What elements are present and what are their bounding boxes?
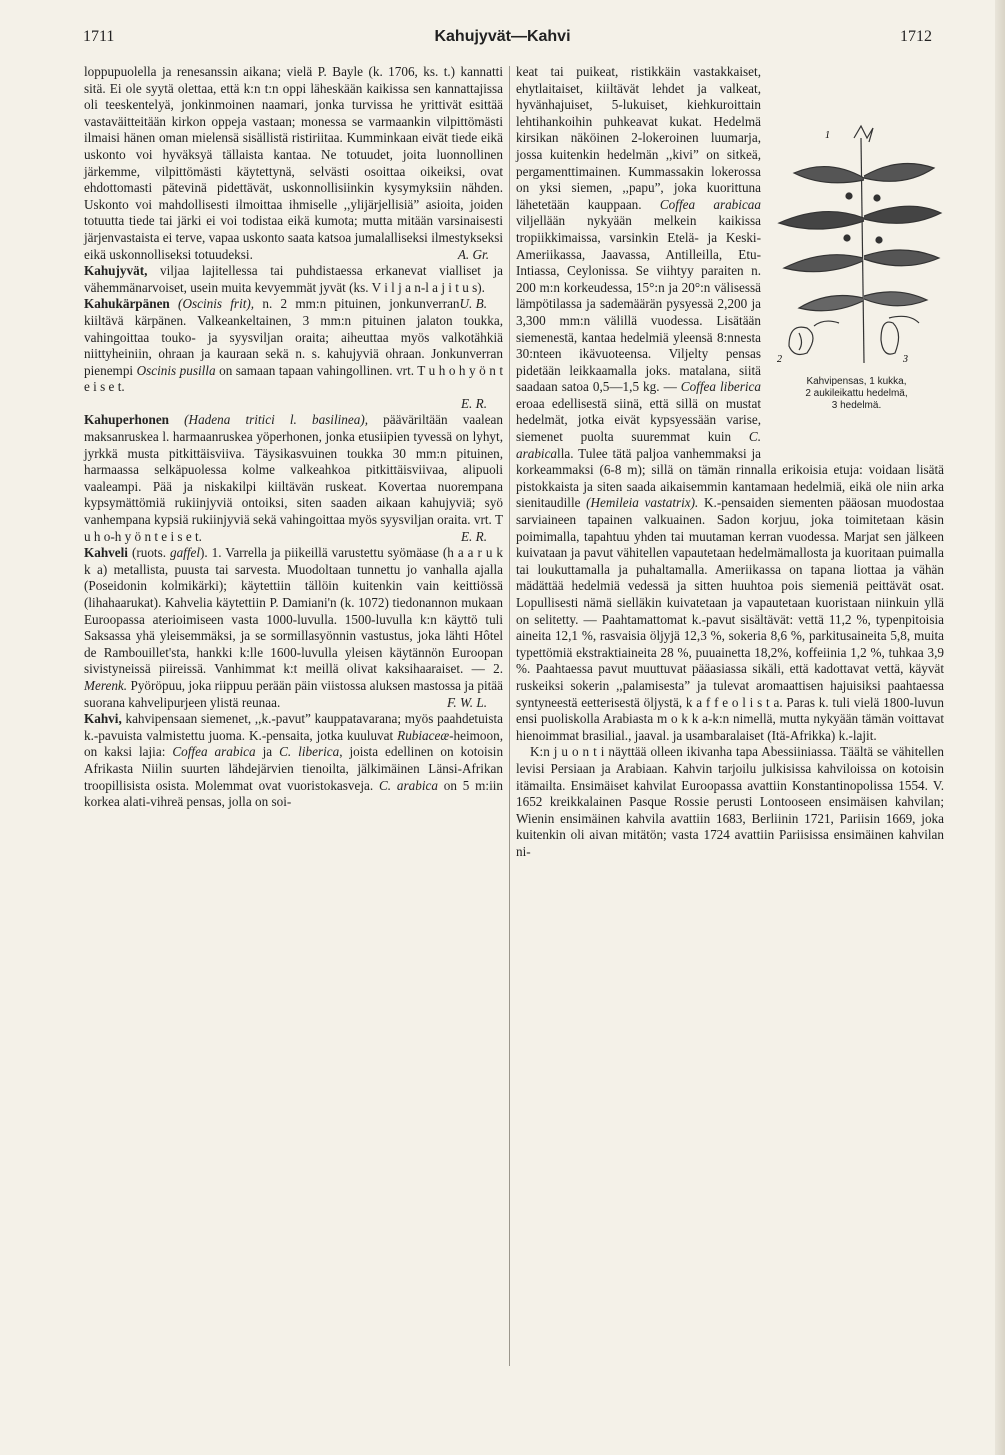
author-signature: F. W. L.	[447, 694, 487, 710]
entry-kahveli	[84, 545, 503, 711]
paragraph-text: K.-pensaiden siementen pääosan muodostaa sarviaineen tapainen valkuainen. Sadon korjuu, joka toimitetaan käsin poimimalla, tapahtuu yhden tai muutaman kerran vuodessa. Marjat sen jälkeen kuivataan ja pavut vähitellen vapautetaan hedelmämallosta ja kuoritaan puimalla tai loukuttamalla ja puhaltamalla. Ameriikassa on tapana liottaa ja vähän mädättää hedelmiä vedessä ja sitten huuhtoa pois siemeniä peittävät osat. Lopullisesti nämä sielläkin kuivatetaan ja vapautetaan kuoristaan niinkuin yllä on selitetty. — Paahtamattomat k.-pavut sisältävät: vettä 11,2 %, typenpitoisia aineita 12,1 %, rasvaisia öljyjä 12,3 %, sokeria 8,6 %, parkitusaineita 5,8, muita typettömiä ekstraktiaineita 28 %, puuainetta 18,2%, koffeiinia 1,2 %, tuhkaa 3,9 %. Paahtaessa pavut muuttuvat pääasiassa sikäli, että kadottavat vettä, käyvät ruskeiksi sokerin ,,palamisesta” ja tulevat aromaattisen hajuisiksi paahtaessa syntyneestä eetterisestä öljystä, k a f f e o l i s t a. Paras k. tuli vielä 1800-luvun ensi puoliskolla Arabiasta m o k k a-k:n nimellä, mutta nykyään tämän voittavat hienoimmat brasilial., jaaval. ja usambaralaiset (Itä-Afrikka) k.-lajit.	[516, 495, 944, 743]
entry-continuation	[84, 64, 503, 263]
entry-kahvi	[84, 711, 503, 811]
entry-kahuperhonen	[84, 412, 503, 545]
paragraph-text: viljellään nykyään melkein kaikissa tropiikkimaissa, varsinkin Etelä- ja Keski-Ameriikassa, Jaavassa, Antilleilla, Etu-Intiassa, Ceylonissa. Se viihtyy paraiten n. 200 m:n korkeudessa, 15°:n ja 20°:n välisessä lämpötilassa ja sademäärän pysyessä 2,200 ja 3,300 mm:n välillä vuodessa. Lisätään siemenestä, kantaa hedelmiä yleensä 8:nnesta 30:nteen ikävuoteensa. Viljelty pensas pidetään leikkaamalla joks. matalana, siitä saadaan satoa 0,5—1,5 kg. —	[516, 213, 761, 395]
left-column	[84, 64, 503, 811]
entry-headword: Kahujyvät,	[84, 263, 148, 279]
author-signature: U. B.	[459, 296, 487, 312]
figure-caption	[769, 376, 944, 412]
caption-item-3: 3 hedelmä.	[831, 400, 882, 411]
latin-name: (Hemileia vastatrix).	[586, 495, 699, 511]
page-header	[0, 28, 1005, 54]
paragraph-text: (ruots.	[131, 545, 167, 561]
caption-item-2: 2 aukileikattu hedelmä,	[805, 388, 908, 399]
latin-name: (Oscinis frit),	[178, 296, 255, 312]
figure-label-2: 2	[777, 354, 782, 365]
paragraph-text: K:n j u o n t i näyttää olleen ikivanha tapa Abessiiniassa. Täältä se vähitellen levisi Persiaan ja Arabiaan. Kahvin tarjoilu julkisissa kahviloissa on kotoisin itämailta. Ensimäiset kahvilat Euroopassa avattiin Konstantinopolissa 1554. V. 1652 kreikkalainen Pasque Rossie perusti Lontooseen ensimäisen kahvilan; Wienin ensimäinen kahvila avattiin 1683, Berliinin 1721, Pariisin 1669, joka kuitenkin oli aivan mitätön; vasta 1724 avattiin Pariisissa ensimäinen kahvilan ni-	[516, 744, 944, 859]
latin-name: Oscinis pusilla	[136, 362, 216, 378]
caption-title: Kahvipensas,	[806, 376, 867, 387]
entry-headword: Kahveli	[84, 545, 128, 561]
paragraph-text: keat tai puikeat, ristikkäin vastakkaiset, ehytlaitaiset, kiiltävät lehdet ja valkeat, hyvänhajuiset, 5-lukuiset, kiehkuroittain lehtihankoihin puhkeavat kukat. Hedelmä kirsikan näköinen 2-lokeroinen luumarja, jossa kuitenkin hedelmän ,,kivi” on sitkeä, pergamenttimainen. Kummassakin lokerossa on yksi siemen, ,,papu”, joka kuorittuna lähetetään kauppaan.	[516, 64, 761, 212]
figure-label-3: 3	[903, 354, 908, 365]
paragraph-text: ja	[262, 744, 273, 760]
latin-name: Rubiaceæ	[397, 727, 450, 743]
latin-name: (Hadena tritici l. basilinea),	[184, 412, 369, 428]
latin-name: Coffea arabica	[172, 744, 256, 760]
latin-name: C. arabica	[516, 429, 761, 461]
right-column	[516, 64, 944, 861]
paragraph-text: pääväriltään vaalean maksanruskea l. harmaanruskea yöperhonen, jonka etusiipien tyvessä on lyhyt, jyrkkä musta pitkittäisviiva. Täysikasvuinen toukka 30 mm:n pituinen, harmaassa selkäpuolessa kolme valkeahkoa pitkittäisviivaa, alipuoli vaaleampi. Pää ja niskakilpi kiiltävän ruskeat. Kovertaa nuorempana kypsymättömiä rukiinjyviä ontoiksi, siten saaden aikaan kahujyviä; syö vanhempana kypsiä rukiinjyviä sekä vahingoittaa myös syysviljan oraita. vrt. T u h o-h y ö n t e i s e t.	[84, 412, 504, 544]
entry-kahukarpanen	[84, 296, 503, 412]
paragraph-text: lla. Tulee tätä paljoa vanhemmaksi ja korkeammaksi (6-8 m); sillä on tämän rinnalla erikoisia etuja: voidaan lisätä pistokkaista ja siten saada aikaisemmin kantamaan hedelmiä, eikä ole niin arka sienitaudille	[516, 445, 944, 511]
entry-headword: Kahvi,	[84, 711, 122, 727]
latin-name: C. liberica	[279, 744, 340, 760]
coffee-plant-figure	[769, 118, 944, 443]
paragraph-text: n. 2 mm:n pituinen, jonkunverran kiiltävä kärpänen. Valkeankeltainen, 3 mm:n pituinen jalaton toukka, vahingoittaa touko- ja syysviljan oraita; aiheuttaa myös valkotähkiä niittyheiniin, ohraan ja kauraan sekä n. s. kahujyviä ohraan. Jonkunverran pienempi	[84, 296, 503, 378]
abbreviation: Merenk.	[84, 677, 128, 693]
caption-item-1: 1 kukka,	[869, 376, 907, 387]
paragraph-text: viljaa lajitellessa tai puhdistaessa erkanevat vialliset ja vähemmänarvoiset, usein muita kevyemmät jyvät (ks. V i l j a n-l a j i t u s).	[84, 263, 504, 295]
page-number-left: 1711	[83, 28, 115, 45]
figure-label-1: 1	[825, 130, 830, 141]
page-number-right: 1712	[900, 28, 932, 45]
paragraph-text: , joista edellinen on kotoisin Afrikasta Niilin suurten lähdejärvien tienoilta, jälkimäinen Länsi-Afrikan troopillisista osista. Molemmat ovat vuoristokasveja.	[84, 744, 504, 793]
paragraph-text: -heimoon, on kaksi lajia:	[84, 727, 503, 760]
latin-name: Coffea arabicaa	[659, 196, 761, 212]
paragraph-text: Pyöröpuu, joka riippuu perään päin viistossa aluksen mastossa ja pitää suorana kahvelipurjeen ylistä reunaa.	[84, 677, 503, 710]
running-title: Kahujyvät—Kahvi	[434, 28, 571, 45]
author-signature: E. R.	[460, 528, 487, 544]
latin-name: C. arabica	[379, 777, 438, 793]
paragraph-text: on 5 m:iin korkea alati-vihreä pensas, jolla on soi-	[84, 777, 504, 810]
paragraph-kahvin-juonti	[516, 744, 944, 860]
latin-name: gaffel	[169, 545, 201, 561]
coffee-plant-illustration	[769, 118, 944, 368]
paragraph-text: eroaa edellisestä siinä, että sillä on mustat hedelmät, jotka eivät kypsyessään varise, siemenet puolta suuremmat kuin	[516, 395, 761, 445]
paragraph-text: loppupuolella ja renesanssin aikana; vielä P. Bayle (k. 1706, ks. t.) kannatti sitä. Ei ole syytä olettaa, että k:n t:n oppi läheskään kaikissa sen kannattajissa oli teeskentelyä, jonkinmoinen naamari, jonka turvissa he yrittivät esittää vastaväitteitään kirkon oppeja vastaan; monessa se varmaankin vilpittömästi ilmaisi hänen oman mielensä sisällistä ristiriitaa. Kumminkaan eivät tiede eikä uskonto voi hyväksyä tällaista kantaa. Ne totuudet, joita luonnollinen järkemme, vilpittömästi käytettynä, selvästi osoittaa oikeiksi, ovat ehdottomasti pätevinä pidettävät, uskonnollisiinkin kysymyksiin nähden. Uskonto voi mahdollisesti ilmoittaa ihmiselle ,,ylijärjellisiä” asioita, joiden totuutta tiede tai järki ei voi todistaa eikä kumota; mutta mitään varsinaisesti järjenvastaista ei terve, vapaa uskonto saata katsoa jumalalliseksi ilmestykseksi eikä uskonnolliseksi totuudeksi.	[84, 64, 503, 262]
page-edge	[995, 0, 1005, 1455]
latin-name: Coffea liberica	[680, 379, 762, 395]
column-divider	[509, 66, 510, 1366]
entry-headword: Kahukärpänen	[84, 296, 170, 312]
paragraph-text: kahvipensaan siemenet, ,,k.-pavut” kauppatavarana; myös paahdetuista k.-pavuista valmistettu juoma. K.-pensaita, jotka kuuluvat	[84, 711, 504, 743]
author-signature: E. R.	[460, 395, 487, 411]
paragraph-text: on samaan tapaan vahingollinen. vrt. T u h o h y ö n t e i s e t.	[84, 362, 504, 395]
paragraph-text: ). 1. Varrella ja piikeillä varustettu syömäase (h a a r u k k a) metallista, puusta tai sarvesta. Muodoltaan tunnettu jo vanhalla ajalla (Poseidonin kolmikärki); käytettiin tällöin kuitenkin vain keittiössä (lihahaarukat). Kahvelia käytettiin P. Damiani'n (k. 1072) tiedonannon mukaan Euroopassa aterioimiseen vasta 1000-luvulla. 1500-luvulla k:n käyttö tuli Saksassa yhä yleisemmäksi, ja se sormillasyönnin vastustus, joka lähti Hôtel de Rambouillet'sta, hankki k:lle 1600-luvulla yleisen käytännön Euroopan sivistyneissä piireissä. Vanhimmat k:t meillä olivat kaksihaaraiset. — 2.	[84, 545, 503, 677]
entry-headword: Kahuperhonen	[84, 412, 170, 428]
author-signature: A. Gr.	[457, 246, 489, 262]
